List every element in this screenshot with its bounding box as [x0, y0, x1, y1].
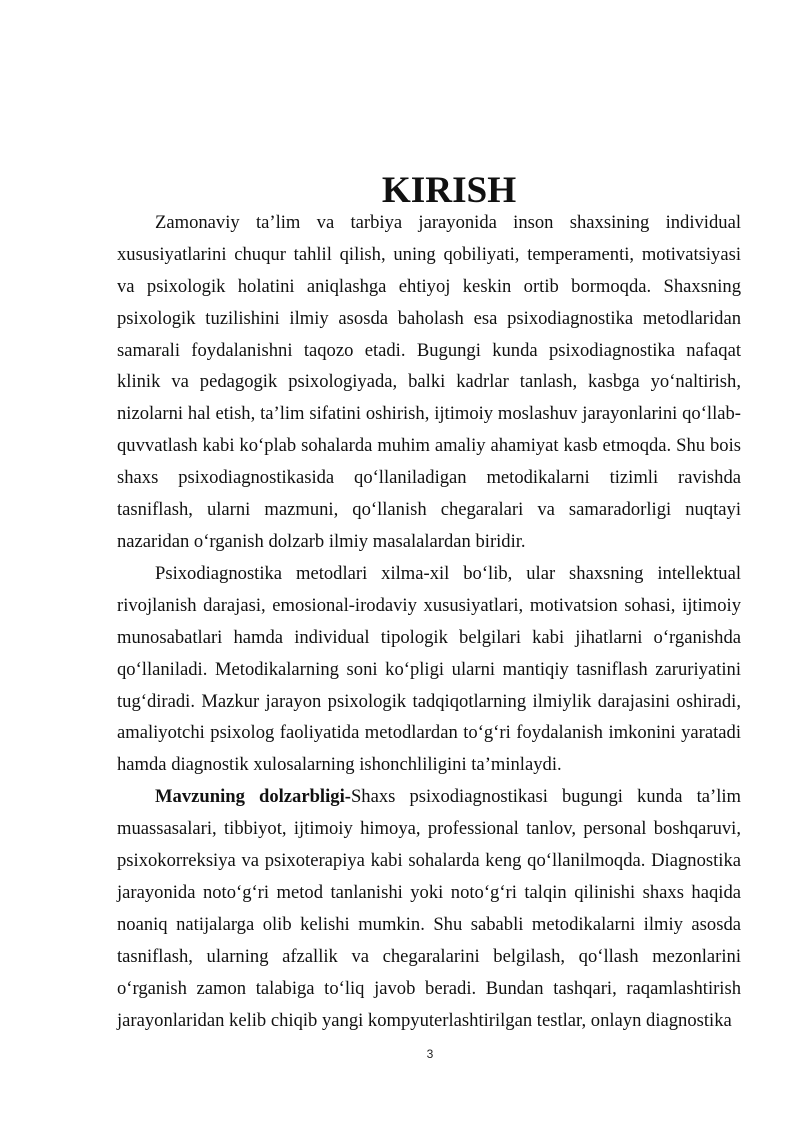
paragraph-text: Shaxs psixodiagnostikasi bugungi kunda ta’lim muassasalari, tibbiyot, ijtimoiy himoya, professional tanlov, personal boshqaruvi, psixokorreksiya va psixoterapiya kabi sohalarda keng qo‘llanilmoqda. Diagnostika jarayonida noto‘g‘ri metod tanlanishi yoki noto‘g‘ri talqin qilinishi shaxs haqida noaniq natijalarga olib kelishi mumkin. Shu sababli metodikalarni ilmiy asosda tasniflash, ularning afzallik va chegaralarini belgilash, qo‘llash mezonlarini o‘rganish zamon talabiga to‘liq javob beradi. Bundan tashqari, raqamlashtirish jarayonlaridan kelib chiqib yangi kompyuterlashtirilgan testlar, onlayn diagnostika — [117, 786, 742, 1031]
paragraph-relevance — [117, 781, 741, 1036]
paragraph-text: Zamonaviy ta’lim va tarbiya jarayonida inson shaxsining individual xususiyatlarini chuqur tahlil qilish, uning qobiliyati, temperamenti, motivatsiyasi va psixologik holatini aniqlashga ehtiyoj keskin ortib bormoqda. Shaxsning psixologik tuzilishini ilmiy asosda baholash esa psixodiagnostika metodlaridan samarali foydalanishni taqozo etadi. Bugungi kunda psixodiagnostika nafaqat klinik va pedagogik psixologiyada, balki kadrlar tanlash, kasbga yo‘naltirish, nizolarni hal etish, ta’lim sifatini oshirish, ijtimoiy moslashuv jarayonlarini qo‘llab-quvvatlash kabi ko‘plab sohalarda muhim amaliy ahamiyat kasb etmoqda. Shu bois shaxs psixodiagnostikasida qo‘llaniladigan metodikalarni tizimli ravishda tasniflash, ularni mazmuni, qo‘llanish chegaralari va samaradorligi nuqtayi nazaridan o‘rganish dolzarb ilmiy masalalardan biridir. — [117, 211, 741, 552]
section-heading: KIRISH — [381, 170, 517, 211]
paragraph-intro — [117, 207, 741, 558]
paragraph-lead: Mavzuning dolzarbligi- — [155, 786, 351, 808]
paragraph-text: Psixodiagnostika metodlari xilma-xil bo‘lib, ular shaxsning intellektual rivojlanish darajasi, emosional-irodaviy xususiyatlari, motivatsion sohasi, ijtimoiy munosabatlari hamda individual tipologik belgilari kabi jihatlarni o‘rganishda qo‘llaniladi. Metodikalarning soni ko‘pligi ularni mantiqiy tasniflash zaruriyatini tug‘diradi. Mazkur jarayon psixologik tadqiqotlarning ilmiylik darajasini oshiradi, amaliyotchi psixolog faoliyatida metodlardan to‘g‘ri foydalanish imkonini yaratadi hamda diagnostik xulosalarning ishonchliligini ta’minlaydi. — [117, 562, 741, 776]
page-content — [117, 170, 742, 1036]
paragraph-methods — [117, 558, 741, 781]
page-number: 3 — [426, 1047, 434, 1061]
